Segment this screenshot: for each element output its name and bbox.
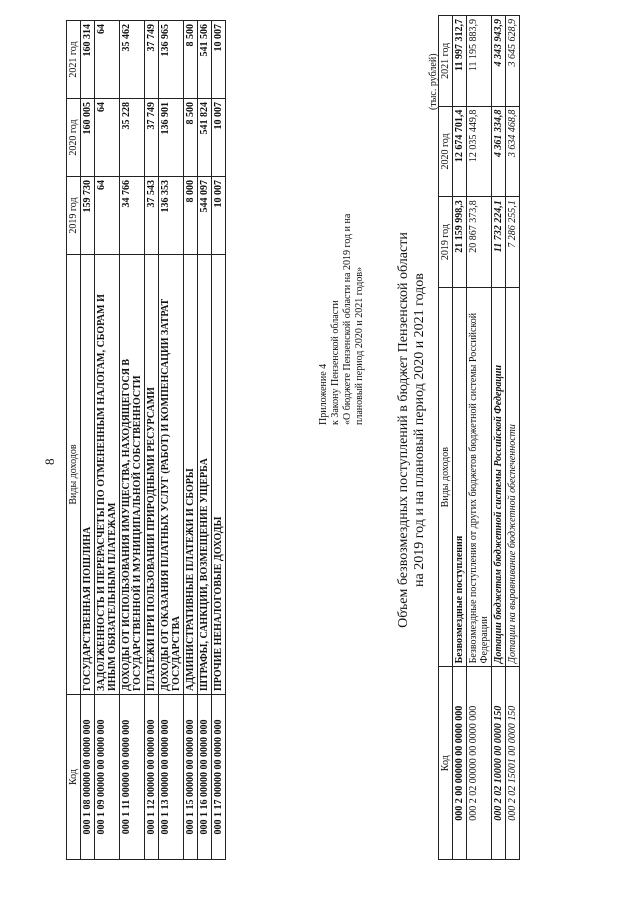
row-code: 000 1 17 00000 00 0000 000 xyxy=(212,695,226,860)
header-2021: 2021 год xyxy=(67,21,81,99)
page-number: 8 xyxy=(42,458,57,465)
row-name: ДОХОДЫ ОТ ИСПОЛЬЗОВАНИЯ ИМУЩЕСТВА, НАХОДЯЩЕГОСЯ В ГОСУДАРСТВЕННОЙ И МУНИЦИПАЛЬНОЙ СОБСТВЕННОСТИ xyxy=(120,255,145,695)
row-2021: 11 997 312,7 xyxy=(453,16,467,107)
row-2020: 160 005 xyxy=(81,99,95,177)
row-name: ГОСУДАРСТВЕННАЯ ПОШЛИНА xyxy=(81,255,95,695)
table-row xyxy=(184,21,198,860)
row-2021: 4 343 943,9 xyxy=(492,16,506,107)
gratuitous-receipts-table xyxy=(438,15,520,860)
row-2019: 64 xyxy=(95,177,120,255)
table-caption xyxy=(396,170,428,690)
row-code: 000 1 15 00000 00 0000 000 xyxy=(184,695,198,860)
appendix-line: Приложение 4 xyxy=(318,363,329,425)
row-2020: 35 228 xyxy=(120,99,145,177)
row-code: 000 1 11 00000 00 0000 000 xyxy=(120,695,145,860)
caption-line: на 2019 год и на плановый период 2020 и 2021 годов xyxy=(412,273,427,587)
row-name: ШТРАФЫ, САНКЦИИ, ВОЗМЕЩЕНИЕ УЩЕРБА xyxy=(198,255,212,695)
row-code: 000 1 09 00000 00 0000 000 xyxy=(95,695,120,860)
table-header-row xyxy=(67,21,81,860)
row-2019: 21 159 998,3 xyxy=(453,197,467,288)
appendix-line: плановый период 2020 и 2021 годов» xyxy=(354,266,365,425)
header-code: Код xyxy=(67,695,81,860)
row-code: 000 1 12 00000 00 0000 000 xyxy=(145,695,159,860)
row-code: 000 2 02 00000 00 0000 000 xyxy=(467,667,492,860)
header-2020: 2020 год xyxy=(67,99,81,177)
row-name: ЗАДОЛЖЕННОСТЬ И ПЕРЕРАСЧЕТЫ ПО ОТМЕНЕННЫМ НАЛОГАМ, СБОРАМ И ИНЫМ ОБЯЗАТЕЛЬНЫМ ПЛАТЕЖАМ xyxy=(95,255,120,695)
row-code: 000 1 13 00000 00 0000 000 xyxy=(159,695,184,860)
table-row xyxy=(453,16,467,860)
non-tax-revenue-table xyxy=(66,20,226,860)
row-2019: 544 097 xyxy=(198,177,212,255)
header-revenue-type: Виды доходов xyxy=(439,287,453,667)
row-name: ПЛАТЕЖИ ПРИ ПОЛЬЗОВАНИИ ПРИРОДНЫМИ РЕСУРСАМИ xyxy=(145,255,159,695)
table-header-row xyxy=(439,16,453,860)
header-2019: 2019 год xyxy=(67,177,81,255)
row-name: Безвозмездные поступления от других бюджетов бюджетной системы Российской Федерации xyxy=(467,287,492,667)
header-2019: 2019 год xyxy=(439,197,453,288)
table-row xyxy=(120,21,145,860)
row-2020: 4 361 334,8 xyxy=(492,106,506,197)
row-2021: 11 195 883,9 xyxy=(467,16,492,107)
row-2019: 7 286 255,1 xyxy=(506,197,520,288)
row-2021: 35 462 xyxy=(120,21,145,99)
row-2020: 3 634 468,8 xyxy=(506,106,520,197)
header-code: Код xyxy=(439,667,453,860)
row-2019: 10 007 xyxy=(212,177,226,255)
row-2019: 8 000 xyxy=(184,177,198,255)
appendix-line: к Закону Пензенской области xyxy=(330,300,341,425)
row-2021: 37 749 xyxy=(145,21,159,99)
row-code: 000 2 02 15001 00 0000 150 xyxy=(506,667,520,860)
row-name: АДМИНИСТРАТИВНЫЕ ПЛАТЕЖИ И СБОРЫ xyxy=(184,255,198,695)
row-code: 000 2 02 10000 00 0000 150 xyxy=(492,667,506,860)
row-2021: 3 645 628,9 xyxy=(506,16,520,107)
caption-line: Объем безвозмездных поступлений в бюджет Пензенской области xyxy=(396,232,411,628)
row-2019: 11 732 224,1 xyxy=(492,197,506,288)
table-row xyxy=(492,16,506,860)
table-row xyxy=(198,21,212,860)
row-2021: 64 xyxy=(95,21,120,99)
row-2021: 160 314 xyxy=(81,21,95,99)
row-2020: 12 674 701,4 xyxy=(453,106,467,197)
row-2019: 20 867 373,8 xyxy=(467,197,492,288)
row-code: 000 1 08 00000 00 0000 000 xyxy=(81,695,95,860)
row-2019: 136 353 xyxy=(159,177,184,255)
row-2020: 8 500 xyxy=(184,99,198,177)
units-label: (тыс. рублей) xyxy=(428,53,439,110)
header-2020: 2020 год xyxy=(439,106,453,197)
row-code: 000 2 00 00000 00 0000 000 xyxy=(453,667,467,860)
appendix-note xyxy=(318,214,366,425)
row-name: Безвозмездные поступления xyxy=(453,287,467,667)
row-2021: 541 506 xyxy=(198,21,212,99)
row-2021: 136 965 xyxy=(159,21,184,99)
row-2020: 37 749 xyxy=(145,99,159,177)
table-row xyxy=(159,21,184,860)
row-2021: 10 007 xyxy=(212,21,226,99)
row-2020: 12 035 449,8 xyxy=(467,106,492,197)
row-name: Дотации бюджетам бюджетной системы Российской Федерации xyxy=(492,287,506,667)
row-2019: 34 766 xyxy=(120,177,145,255)
row-name: ПРОЧИЕ НЕНАЛОГОВЫЕ ДОХОДЫ xyxy=(212,255,226,695)
table-row xyxy=(212,21,226,860)
row-2020: 136 901 xyxy=(159,99,184,177)
header-revenue-type: Виды доходов xyxy=(67,255,81,695)
row-2019: 159 730 xyxy=(81,177,95,255)
row-2019: 37 543 xyxy=(145,177,159,255)
table-row xyxy=(81,21,95,860)
row-name: ДОХОДЫ ОТ ОКАЗАНИЯ ПЛАТНЫХ УСЛУГ (РАБОТ) И КОМПЕНСАЦИИ ЗАТРАТ ГОСУДАРСТВА xyxy=(159,255,184,695)
row-2020: 10 007 xyxy=(212,99,226,177)
table-row xyxy=(95,21,120,860)
row-2021: 8 500 xyxy=(184,21,198,99)
table-row xyxy=(467,16,492,860)
row-2020: 541 824 xyxy=(198,99,212,177)
table-row xyxy=(506,16,520,860)
appendix-line: «О бюджете Пензенской области на 2019 год и на xyxy=(342,213,353,425)
row-code: 000 1 16 00000 00 0000 000 xyxy=(198,695,212,860)
table-row xyxy=(145,21,159,860)
row-name: Дотации на выравнивание бюджетной обеспеченности xyxy=(506,287,520,667)
row-2020: 64 xyxy=(95,99,120,177)
header-2021: 2021 год xyxy=(439,16,453,107)
